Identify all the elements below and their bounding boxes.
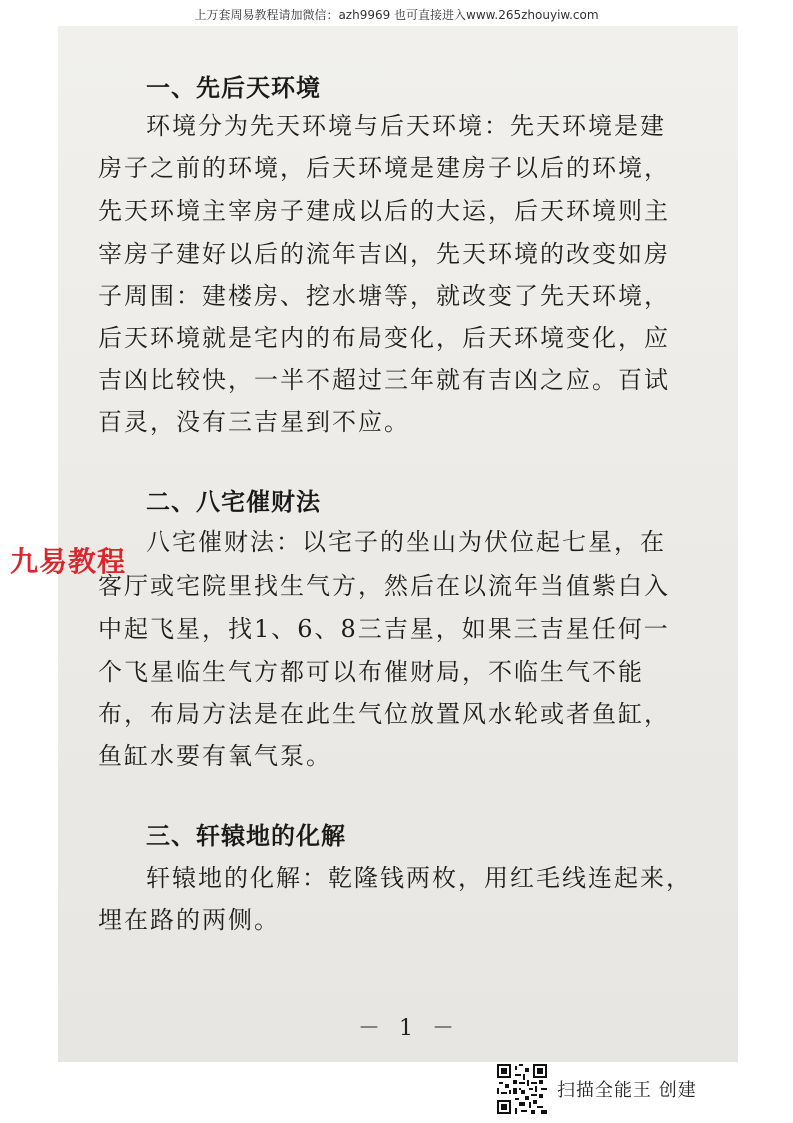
section-1-line-1: 环境分为先天环境与后天环境：先天环境是建	[146, 112, 666, 140]
section-2-line-1: 八宅催财法：以宅子的坐山为伏位起七星，在	[146, 528, 666, 556]
page-number: － 1 －	[358, 1016, 460, 1041]
section-2-line-6: 鱼缸水要有氧气泵。	[98, 742, 332, 770]
qr-code-icon	[497, 1064, 547, 1114]
section-1-line-2: 房子之前的环境，后天环境是建房子以后的环境，	[98, 154, 670, 182]
section-2-line-4: 个飞星临生气方都可以布催财局，不临生气不能	[98, 658, 644, 686]
section-1-line-8: 百灵，没有三吉星到不应。	[98, 408, 410, 436]
section-1-line-5: 子周围：建楼房、挖水塘等，就改变了先天环境，	[98, 282, 670, 310]
section-3-line-2: 埋在路的两侧。	[98, 906, 280, 934]
scanned-page	[58, 26, 738, 1062]
scanner-footer	[497, 1063, 697, 1115]
watermark-logo: 九易教程	[10, 545, 127, 578]
section-3-heading: 三、轩辕地的化解	[146, 821, 346, 850]
section-1-line-4: 宰房子建好以后的流年吉凶，先天环境的改变如房	[98, 240, 670, 268]
section-3-line-1: 轩辕地的化解：乾隆钱两枚，用红毛线连起来，	[146, 864, 692, 892]
section-1-line-7: 吉凶比较快，一半不超过三年就有吉凶之应。百试	[98, 366, 670, 394]
section-2-line-5: 布，布局方法是在此生气位放置风水轮或者鱼缸，	[98, 700, 670, 728]
section-1-heading: 一、先后天环境	[146, 73, 321, 102]
section-2-heading: 二、八宅催财法	[146, 487, 321, 516]
section-2-line-2: 客厅或宅院里找生气方，然后在以流年当值紫白入	[98, 572, 670, 600]
top-banner: 上万套周易教程请加微信：azh9969 也可直接进入www.265zhouyiw.com	[194, 8, 599, 22]
section-1-line-6: 后天环境就是宅内的布局变化，后天环境变化，应	[98, 324, 670, 352]
section-2-line-3: 中起飞星，找1、6、8三吉星，如果三吉星任何一	[98, 615, 670, 643]
section-1-line-3: 先天环境主宰房子建成以后的大运，后天环境则主	[98, 197, 670, 225]
scanner-credit-text: 扫描全能王 创建	[557, 1080, 697, 1101]
